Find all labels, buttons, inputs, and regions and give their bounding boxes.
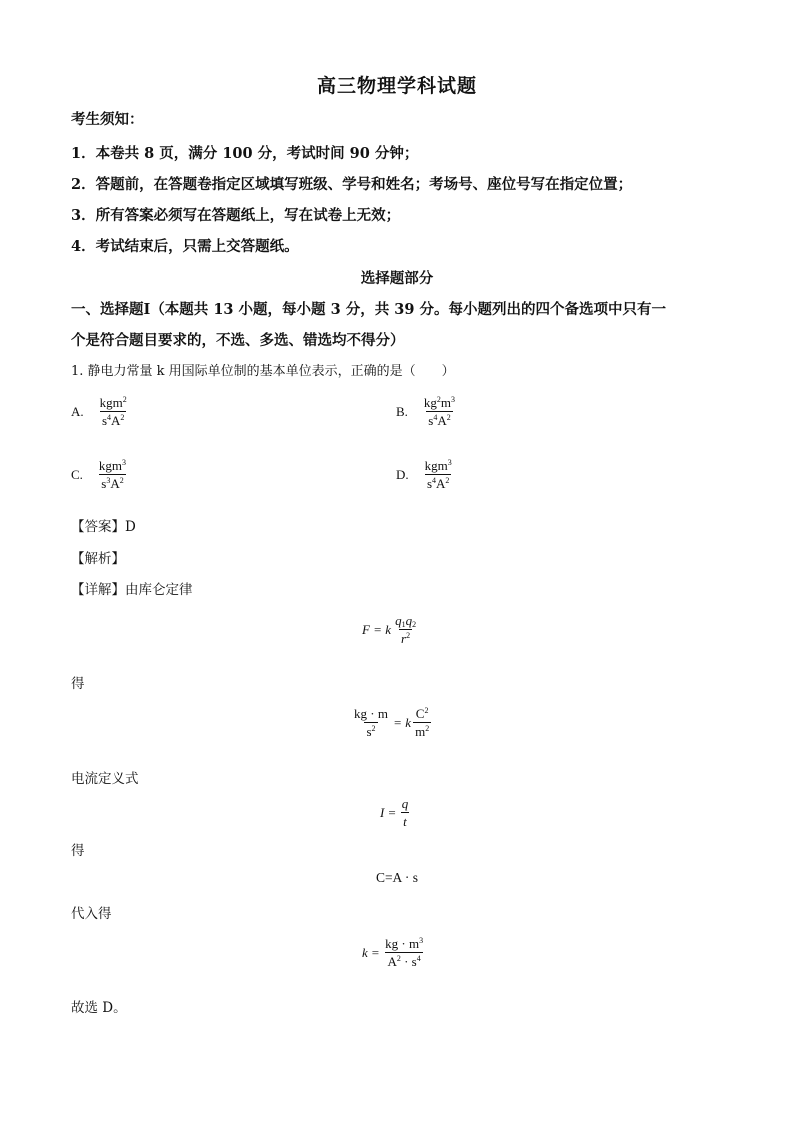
result-equation: k = $\frac{kg \cdot m^3}{A^2 \cdot s^4}$ [362,936,424,969]
notice-item-3: 3．所有答案必须写在答题纸上，写在试卷上无效； [71,207,401,224]
unit-equation: $\frac{kg \cdot m}{s^2}$ = k $\frac{C^2}{m^2}$ [354,706,430,739]
current-definition-label: 电流定义式 [71,771,139,787]
detail-line: 【详解】由库仑定律 [71,582,193,598]
option-fraction: $\frac{kgm^3}{s^4A^2}$ [424,458,452,491]
notice-item-4: 4．考试结束后，只需上交答题纸。 [71,238,299,255]
option-fraction: $\frac{kg^2m^3}{s^4A^2}$ [423,395,456,428]
option-label: B. [396,403,408,419]
current-equation: I = $\frac{q}{t}$ [380,796,409,829]
substitute-label: 代入得 [71,906,112,922]
option-label: C. [71,466,83,482]
option-b[interactable] [396,396,457,427]
text-de-2: 得 [71,843,85,859]
coulomb-equation: F = k $\frac{q_1q_2}{r^2}$ [362,613,417,646]
section-title: 选择题部分 [360,270,434,287]
notice-item-2: 2．答题前，在答题卷指定区域填写班级、学号和姓名；考场号、座位号写在指定位置； [71,176,633,193]
part-heading-line2: 个是符合题目要求的，不选、多选、错选均不得分） [71,332,405,349]
option-a[interactable] [71,396,129,427]
option-c[interactable] [71,459,128,490]
part-heading-line1: 一、选择题Ⅰ（本题共 13 小题，每小题 3 分，共 39 分。每小题列出的四个备选项中只有一 [71,301,667,318]
text-de-1: 得 [71,676,85,692]
option-label: D. [396,466,409,482]
answer-line: 【答案】D [71,519,136,535]
option-d[interactable] [396,459,454,490]
notice-heading: 考生须知： [71,111,144,128]
option-label: A. [71,403,84,419]
conclusion-line: 故选 D。 [71,1000,127,1016]
option-fraction: $\frac{kgm^3}{s^3A^2}$ [98,458,127,491]
option-fraction: $\frac{kgm^2}{s^4A^2}$ [99,395,127,428]
coulomb-unit-equation: C=A · s [375,870,419,885]
analysis-label: 【解析】 [71,551,125,567]
question-stem: 1. 静电力常量 k 用国际单位制的基本单位表示，正确的是（ ） [71,364,455,379]
notice-item-1: 1．本卷共 8 页，满分 100 分，考试时间 90 分钟； [71,145,419,162]
page-title: 高三物理学科试题 [316,75,477,97]
